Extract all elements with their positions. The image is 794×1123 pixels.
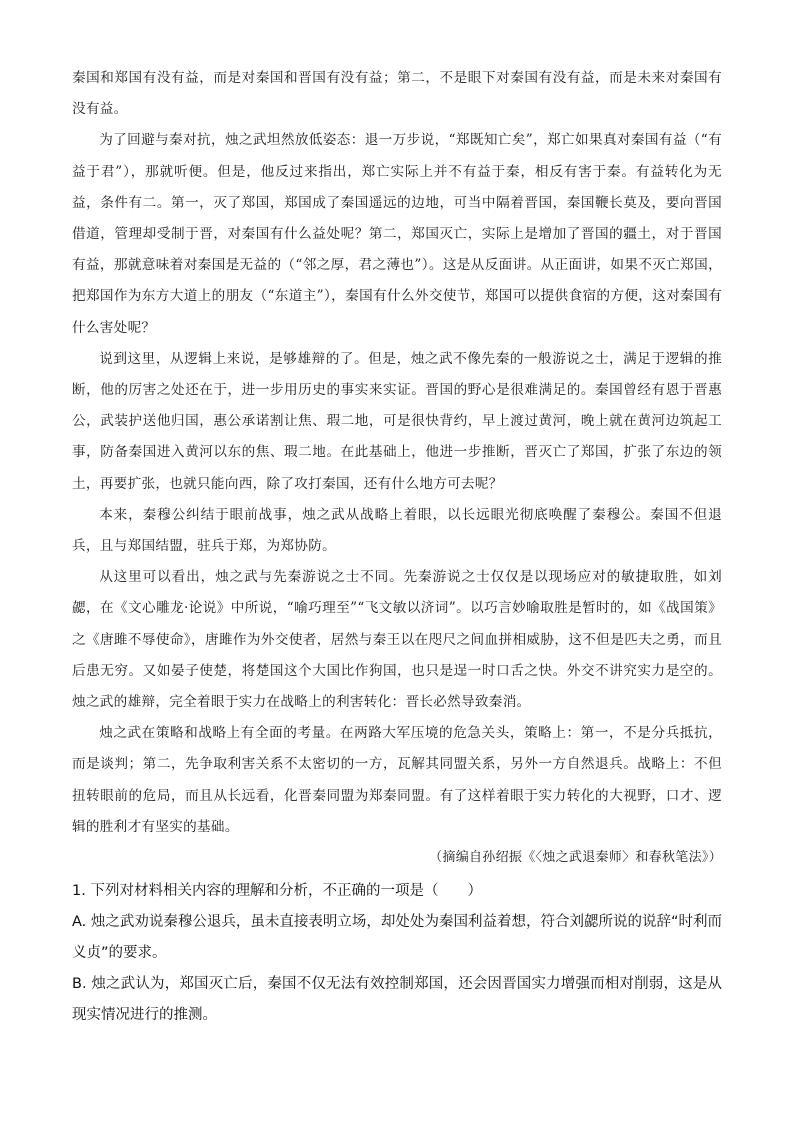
passage-paragraph-continued: 秦国和郑国有没有益，而是对秦国和晋国有没有益；第二，不是眼下对秦国有没有益，而是未来对秦国有没有益。 — [72, 70, 722, 118]
passage-paragraph: 烛之武在策略和战略上有全面的考量。在两路大军压境的危急关头，策略上：第一，不是分兵抵抗，而是谈判；第二，先争取利害关系不太密切的一方，瓦解其同盟关系，另外一方自然退兵。战略上：不但扭转眼前的危局，而且从长远看，化晋秦同盟为郑秦同盟。有了这样着眼于实力转化的大视野，口才、逻辑的胜利才有坚实的基础。 — [72, 725, 722, 835]
source-citation: （摘编自孙绍振《〈烛之武退秦师〉和春秋笔法》） — [429, 850, 722, 866]
passage-paragraph: 为了回避与秦对抗，烛之武坦然放低姿态：退一万步说，“郑既知亡矣”，郑亡如果真对秦国有益（“有益于君”），那就听便。但是，他反过来指出，郑亡实际上并不有益于秦，相反有害于秦。有益转化为无益，条件有二。第一，灭了郑国，郑国成了秦国遥远的边地，可当中隔着晋国，秦国鞭长莫及，要向晋国借道，管理却受制于晋，对秦国有什么益处呢？第二，郑国灭亡，实际上是增加了晋国的疆土，对于晋国有益，那就意味着对秦国是无益的（“邻之厚，君之薄也”）。这是从反面讲。从正面讲，如果不灭亡郑国，把郑国作为东方大道上的朋友（“东道主”），秦国有什么外交使节，郑国可以提供食宿的方便，这对秦国有什么害处呢？ — [72, 132, 722, 336]
reading-passage — [72, 63, 722, 873]
passage-paragraph: 从这里可以看出，烛之武与先秦游说之士不同。先秦游说之士仅仅是以现场应对的敏捷取胜，如刘勰，在《文心雕龙·论说》中所说，“喻巧理至”“飞文敏以济词”。以巧言妙喻取胜是暂时的，如《战国策》之《唐雎不辱使命》，唐雎作为外交使者，居然与秦王以在咫尺之间血拼相威胁，这不但是匹夫之勇，而且后患无穷。又如晏子使楚，将楚国这个大国比作狗国，也只是逞一时口舌之快。外交不讲究实力是空的。烛之武的雄辩，完全着眼于实力在战略上的利害转化：晋长必然导致秦消。 — [72, 569, 722, 711]
passage-paragraph: 本来，秦穆公纠结于眼前战事，烛之武从战略上着眼，以长远眼光彻底唤醒了秦穆公。秦国不但退兵，且与郑国结盟，驻兵于郑，为郑协防。 — [72, 506, 722, 555]
option-b: B. 烛之武认为，郑国灭亡后，秦国不仅无法有效控制郑国，还会因晋国实力增强而相对削弱，这是从现实情况进行的推测。 — [72, 976, 722, 1023]
question-stem: 1. 下列对材料相关内容的理解和分析，不正确的一项是（ ） — [72, 883, 482, 899]
passage-paragraph: 说到这里，从逻辑上来说，是够雄辩的了。但是，烛之武不像先秦的一般游说之士，满足于逻辑的推断，他的厉害之处还在于，进一步用历史的事实来实证。晋国的野心是很难满足的。秦国曾经有恩于晋惠公，武装护送他归国，惠公承诺割让焦、瑕二地，可是很快背约，早上渡过黄河，晚上就在黄河边筑起工事，防备秦国进入黄河以东的焦、瑕二地。在此基础上，他进一步推断，晋灭亡了郑国，扩张了东边的领土，再要扩张，也就只能向西，除了攻打秦国，还有什么地方可去呢？ — [72, 350, 722, 492]
option-a: A. 烛之武劝说秦穆公退兵，虽未直接表明立场，却处处为秦国利益着想，符合刘勰所说的说辞“时利而义贞”的要求。 — [72, 914, 722, 961]
question-block — [72, 876, 722, 1031]
